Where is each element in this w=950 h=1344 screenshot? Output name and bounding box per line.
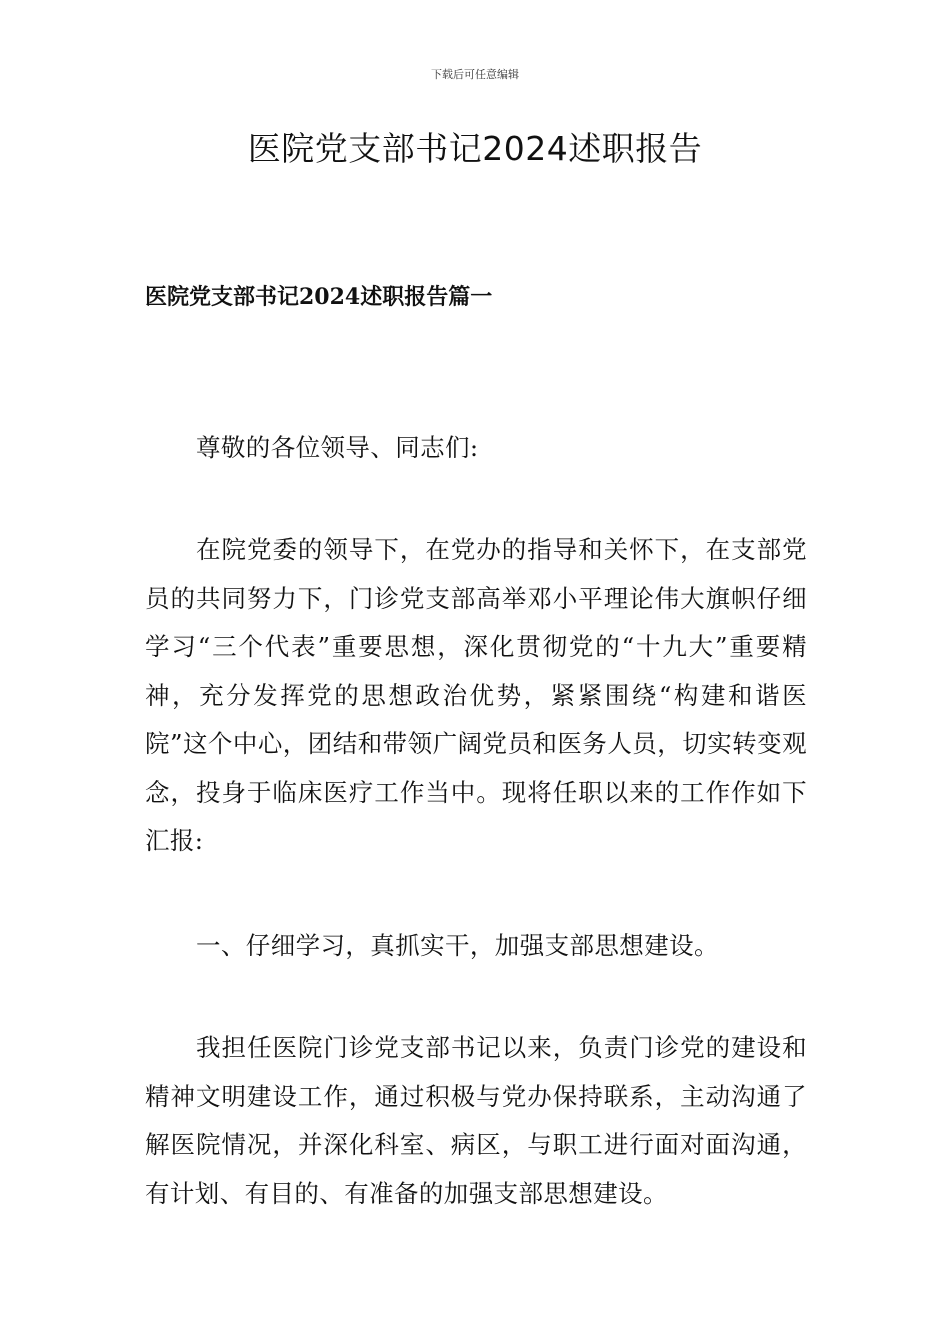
document-title: 医院党支部书记2024述职报告 (247, 129, 703, 168)
greeting-paragraph: 尊敬的各位领导、同志们: (196, 433, 479, 462)
intro-paragraph: 在院党委的领导下，在党办的指导和关怀下，在支部党员的共同努力下，门诊党支部高举邓小平理论伟大旗帜仔细学习“三个代表”重要思想，深化贯彻党的“十九大”重要精神，充分发挥党的思想政治优势，紧紧围绕“构建和谐医院”这个中心，团结和带领广阔党员和医务人员，切实转变观念，投身于临床医疗工作当中。现将任职以来的工作作如下汇报: (145, 535, 807, 855)
header-note: 下载后可任意编辑 (431, 68, 519, 81)
subsection-heading: 一、仔细学习，真抓实干，加强支部思想建设。 (196, 931, 719, 960)
body-paragraph: 我担任医院门诊党支部书记以来，负责门诊党的建设和精神文明建设工作，通过积极与党办保持联系，主动沟通了解医院情况，并深化科室、病区，与职工进行面对面沟通，有计划、有目的、有准备的加强支部思想建设。 (145, 1033, 807, 1208)
section-title: 医院党支部书记2024述职报告篇一 (145, 284, 493, 310)
